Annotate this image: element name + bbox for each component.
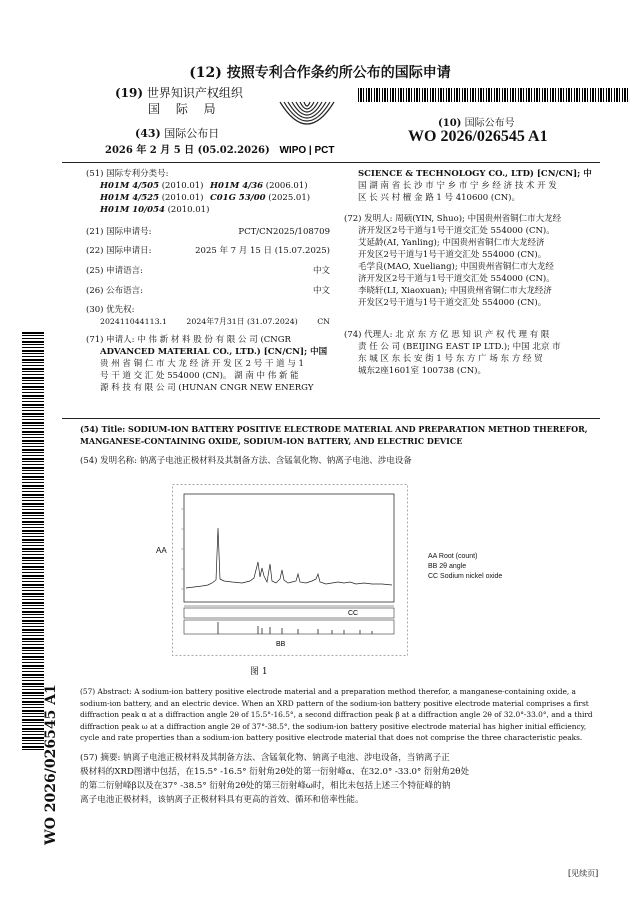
abstract-en-line: diffraction peak α at a diffraction angle 2θ of 15.5°-16.5°, a second diffraction peak β at a diffraction angle 2θ of 32.0°-33.0°, and a third xyxy=(80,710,593,719)
abstract-cn-line: (57) 摘要: 钠离子电池正极材料及其制备方法、含锰氧化物、钠离子电池、涉电设备，当钠离子正 xyxy=(80,753,450,763)
field-30-label: (30) 优先权: xyxy=(86,305,135,315)
abstract-en-line: diffraction peak ω at a diffraction angle 2θ of 37°-38.5°, the sodium-ion battery positive electrode material has higher initial efficiency, xyxy=(80,721,587,731)
priority-app-number: 202411044113.1 xyxy=(100,317,167,326)
applicant-continuation xyxy=(358,168,603,204)
field-25-value: 中文 xyxy=(312,266,330,276)
field-26 xyxy=(86,285,330,297)
inventor-line: 济开发区2号干道与1号干道交汇处 554000 (CN)。 xyxy=(358,274,555,284)
header-divider xyxy=(62,162,600,163)
field-30 xyxy=(86,304,330,328)
ipc-item: C01G 53/00 (2025.01) xyxy=(210,193,311,203)
field-71-applicant xyxy=(86,334,330,394)
applicant-line: 号 干 道 交 汇 处 554000 (CN)。 湖 南 中 伟 新 能 xyxy=(100,371,299,381)
logo-text: WIPO | PCT xyxy=(279,145,335,156)
field-19-number: (19) xyxy=(115,86,144,100)
pub-date-label: 国际公布日 xyxy=(164,127,220,140)
field-25 xyxy=(86,265,330,277)
legend-item: BB 2θ angle xyxy=(428,563,467,570)
priority-row xyxy=(86,316,330,328)
inventor-line: 开发区2号干道与1号干道交汇处 554000 (CN)。 xyxy=(358,298,547,308)
continuation-line: SCIENCE & TECHNOLOGY CO., LTD) [CN/CN]; 中 xyxy=(358,169,592,179)
field-21 xyxy=(86,226,330,238)
continuation-line: 国 湖 南 省 长 沙 市 宁 乡 市 宁 乡 经 济 技 术 开 发 xyxy=(358,181,557,191)
field-22-label: (22) 国际申请日: xyxy=(86,246,152,256)
inventor-line: 济开发区2号干道与1号干道交汇处 554000 (CN)。 xyxy=(358,226,555,236)
figure-left-label: AA xyxy=(156,546,167,555)
abstract-en-line: cycle and rate properties than a sodium-ion battery positive electrode material that does not comprise the three characteristic peaks. xyxy=(80,733,583,742)
abstract-cn-line: 极材料的XRD图谱中包括，在15.5° -16.5° 衍射角2θ处的第一衍射峰α、在32.0° -33.0° 衍射角2θ处 xyxy=(80,767,470,777)
section-divider xyxy=(62,418,600,419)
xrd-figure xyxy=(172,484,408,656)
legend-item: AA Root (count) xyxy=(428,553,478,560)
organization-line xyxy=(115,84,243,101)
wipo-logo xyxy=(268,96,346,156)
side-publication-number: WO 2026/026545 A1 xyxy=(43,684,59,845)
field-72-inventors xyxy=(344,213,604,309)
organization-name: 世界知识产权组织 xyxy=(146,86,243,100)
bureau-name: 国 际 局 xyxy=(148,102,222,116)
abstract-en-line: sodium-ion battery, and an electric device. When an XRD pattern of the sodium-ion battery positive electrode material comprises a first xyxy=(80,698,589,708)
field-10-number: (10) xyxy=(438,118,462,129)
abstract-en xyxy=(80,686,605,744)
ipc-item: H01M 4/36 (2006.01) xyxy=(210,181,308,191)
abstract-cn-line: 的第二衍射峰β以及在37° -38.5° 衍射角2θ处的第三衍射峰ω时，相比未包括上述三个特征峰的钠 xyxy=(80,781,451,791)
top-barcode xyxy=(358,88,628,102)
applicant-line: (71) 申请人: 中 伟 新 材 料 股 份 有 限 公 司 (CNGR xyxy=(86,335,291,345)
field-22-value: 2025 年 7 月 15 日 (15.07.2025) xyxy=(195,246,330,256)
ipc-item: H01M 4/525 (2010.01) xyxy=(100,193,204,203)
continued-note: [见续页] xyxy=(568,869,599,878)
title-en-line: MANGANESE-CONTAINING OXIDE, SODIUM-ION BATTERY, AND ELECTRIC DEVICE xyxy=(80,436,463,446)
field-74-agent xyxy=(344,329,604,377)
publication-number: WO 2026/026545 A1 xyxy=(408,128,548,145)
agent-line: 责 任 公 司 (BEIJING EAST IP LTD.); 中国 北京 市 xyxy=(358,342,561,352)
applicant-line: ADVANCED MATERIAL CO., LTD.) [CN/CN]; 中国 xyxy=(100,347,328,357)
ipc-block xyxy=(86,168,326,216)
title-cn: (54) 发明名称: 钠离子电池正极材料及其制备方法、含锰氧化物、钠离子电池、涉电设备 xyxy=(80,456,412,466)
agent-line: 城东2座1601室 100738 (CN)。 xyxy=(358,366,486,376)
applicant-line: 贵 州 省 铜 仁 市 大 龙 经 济 开 发 区 2 号 干 道 与 1 xyxy=(100,359,304,369)
field-22 xyxy=(86,245,330,257)
field-43-number: (43) xyxy=(135,127,161,140)
legend-item: CC Sodium nickel oxide xyxy=(428,573,503,580)
ipc-item: H01M 10/054 (2010.01) xyxy=(100,205,210,215)
figure-bb-label: BB xyxy=(276,641,286,648)
figure-legend xyxy=(428,552,502,582)
abstract-cn xyxy=(80,751,605,807)
publication-heading: (12) 按照专利合作条约所公布的国际申请 xyxy=(189,65,451,81)
publication-date: 2026 年 2 月 5 日 (05.02.2026) xyxy=(105,145,270,156)
ipc-list xyxy=(86,180,326,216)
inventor-line: 李晓轩(LI, Xiaoxuan); 中国贵州省铜仁市大龙经济 xyxy=(358,286,552,296)
field-21-value: PCT/CN2025/108709 xyxy=(238,227,330,237)
title-en-line: (54) Title: SODIUM-ION BATTERY POSITIVE ELECTRODE MATERIAL AND PREPARATION METHOD THEREFOR, xyxy=(80,424,588,434)
priority-country: CN xyxy=(317,317,330,326)
ipc-item: H01M 4/505 (2010.01) xyxy=(100,181,204,191)
inventor-line: 艾延龄(AI, Yanling); 中国贵州省铜仁市大龙经济 xyxy=(358,238,545,248)
title-en xyxy=(80,423,605,447)
field-26-label: (26) 公布语言: xyxy=(86,286,144,296)
abstract-en-line: (57) Abstract: A sodium-ion battery positive electrode material and a preparation method therefor, a manganese-containing oxide, a xyxy=(80,687,576,696)
inventor-line: 毛学良(MAO, Xueliang); 中国贵州省铜仁市大龙经 xyxy=(358,262,554,272)
field-21-label: (21) 国际申请号: xyxy=(86,227,152,237)
inventor-line: 开发区2号干道与1号干道交汇处 554000 (CN)。 xyxy=(358,250,547,260)
field-26-value: 中文 xyxy=(312,286,330,296)
pub-number-label-line xyxy=(438,114,515,129)
abstract-cn-line: 离子电池正极材料，该钠离子正极材料具有更高的首效、循环和倍率性能。 xyxy=(80,795,364,805)
side-barcode xyxy=(22,330,44,750)
figure-cc-label: CC xyxy=(348,610,359,617)
agent-line: 东 城 区 东 长 安 街 1 号 东 方 广 场 东 方 经 贸 xyxy=(358,354,543,364)
field-25-label: (25) 申请语言: xyxy=(86,266,144,276)
figure-caption: 图 1 xyxy=(250,667,268,677)
pub-date-label-line xyxy=(135,125,219,141)
pub-number-label: 国际公布号 xyxy=(464,118,515,129)
inventor-line: (72) 发明人: 周硕(YIN, Shuo); 中国贵州省铜仁市大龙经 xyxy=(344,214,562,224)
agent-line: (74) 代理人: 北 京 东 方 亿 思 知 识 产 权 代 理 有 限 xyxy=(344,330,550,340)
continuation-line: 区 长 兴 村 檀 金 路 1 号 410600 (CN)。 xyxy=(358,193,520,203)
priority-date: 2024年7月31日 (31.07.2024) xyxy=(186,317,298,326)
applicant-line: 源 科 技 有 限 公 司 (HUNAN CNGR NEW ENERGY xyxy=(100,383,314,393)
field-51-label: (51) 国际专利分类号: xyxy=(86,169,169,179)
